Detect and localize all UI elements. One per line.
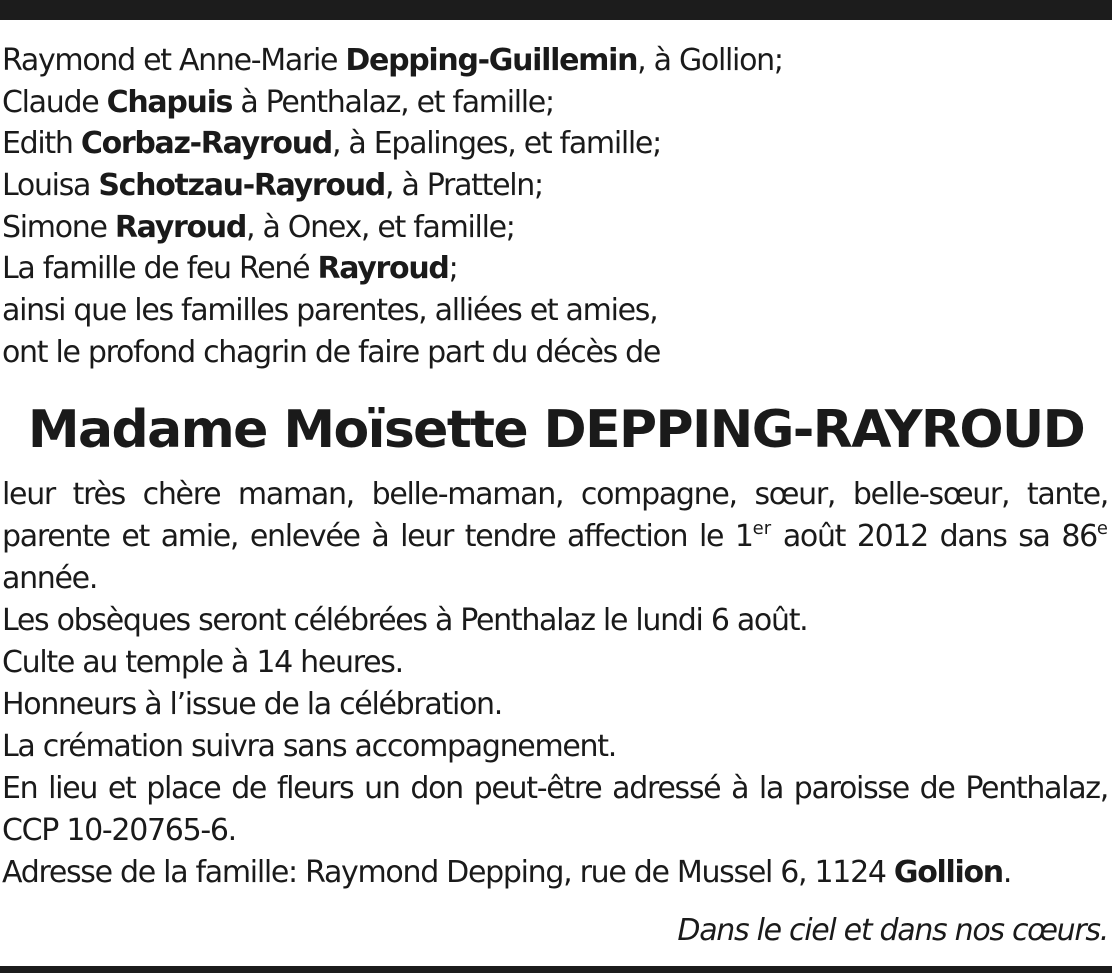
closing-line: Dans le ciel et dans nos cœurs. [677, 913, 1108, 948]
family-line [2, 248, 1102, 290]
family-line [2, 332, 1102, 374]
tribute-paragraph [2, 474, 1108, 600]
family-surname: Schotzau-Rayroud [98, 168, 385, 204]
family-line [2, 82, 1102, 124]
family-surname: Depping-Guillemin [345, 43, 638, 78]
address-text: . [1002, 855, 1012, 890]
funeral-info-line: Les obsèques seront célébrées à Penthalaz le lundi 6 août. [2, 603, 808, 638]
family-surname: Chapuis [106, 84, 233, 120]
funeral-info-line: Culte au temple à 14 heures. [2, 645, 403, 680]
obituary-body [2, 474, 1108, 894]
family-line-text: , à Epalinges, et famille; [331, 126, 661, 162]
funeral-info-line: Honneurs à l’issue de la célébration. [2, 687, 503, 722]
family-line-text: à Penthalaz, et famille; [232, 84, 554, 120]
tribute-text: année. [2, 561, 98, 596]
family-address-line [2, 852, 1108, 894]
family-surname: Rayroud [317, 251, 449, 287]
bottom-border-rule [0, 966, 1112, 973]
family-line-text: , à Onex, et famille; [246, 209, 515, 245]
family-line [2, 40, 1102, 82]
family-line-text: ; [448, 251, 458, 287]
family-line [2, 207, 1102, 249]
deceased-name-heading: Madame Moïsette DEPPING-RAYROUD [27, 400, 1085, 460]
address-town: Gollion [893, 855, 1003, 890]
family-line-text: Edith [2, 126, 81, 162]
family-line [2, 123, 1102, 165]
top-border-rule [0, 0, 1112, 20]
family-surname: Rayroud [114, 209, 246, 245]
family-line [2, 165, 1102, 207]
family-line-text: Louisa [2, 168, 99, 204]
ordinal-superscript: e [1096, 518, 1108, 539]
family-line-text: Simone [2, 209, 115, 245]
family-line-text: ont le profond chagrin de faire part du décès de [2, 334, 661, 370]
family-line-text: Claude [2, 84, 107, 120]
funeral-info-line: La crémation suivra sans accompagnement. [2, 729, 616, 764]
family-line-text: Raymond et Anne-Marie [2, 43, 346, 78]
family-line-text: ainsi que les familles parentes, alliées et amies, [2, 293, 658, 329]
tribute-text: août 2012 dans sa 86 [771, 519, 1097, 554]
family-line-text: La famille de feu René [2, 251, 318, 287]
family-surname: Corbaz-Rayroud [80, 126, 332, 162]
family-line [2, 290, 1102, 332]
family-announcement [2, 40, 1102, 374]
family-line-text: , à Pratteln; [384, 168, 543, 204]
donation-paragraph: En lieu et place de fleurs un don peut-être adressé à la paroisse de Penthalaz, CCP 10-20765-6. [2, 771, 1108, 848]
tribute-text: leur très chère maman, belle-maman, compagne, sœur, belle-sœur, tante, parente et amie, enlevée à leur tendre affection le 1 [2, 477, 1108, 554]
address-text: Adresse de la famille: Raymond Depping, rue de Mussel 6, 1124 [2, 855, 894, 890]
ordinal-superscript: er [752, 518, 772, 539]
family-line-text: , à Gollion; [637, 43, 783, 78]
